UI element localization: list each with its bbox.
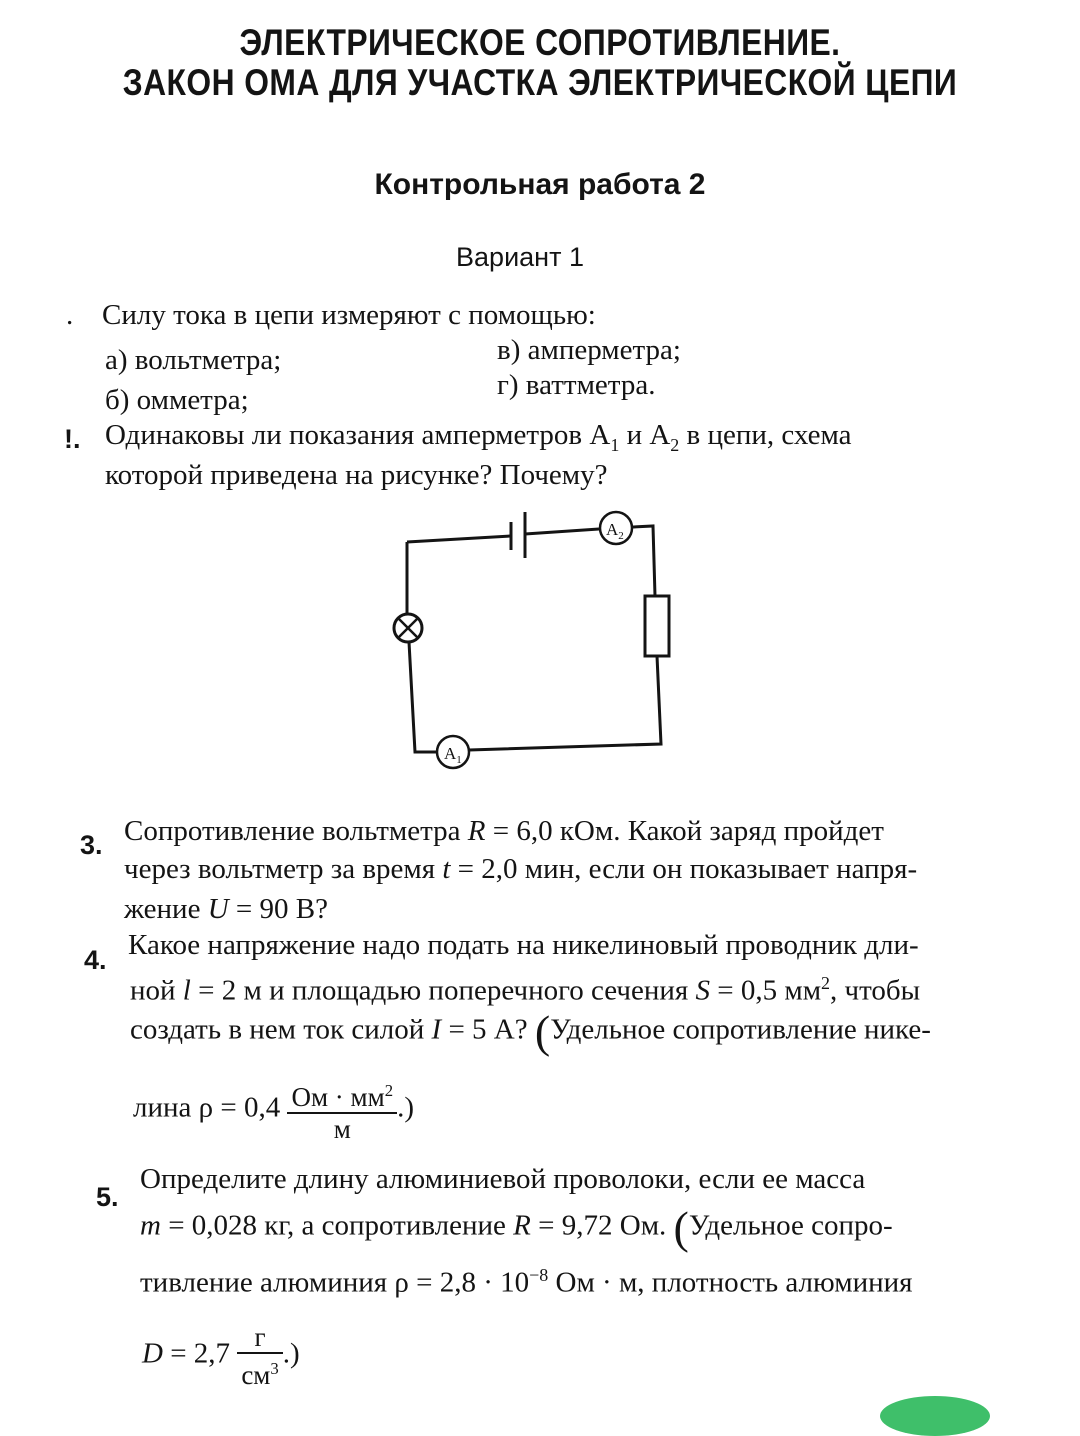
q4-units-fraction: $\frac{Ом \cdot мм^2}{м}$ [287, 1076, 397, 1144]
wire-top-left [407, 536, 511, 542]
q2-number: !. [64, 424, 81, 454]
circuit-diagram [385, 500, 685, 780]
q5-line2: m = 0,028 кг, а сопротивление R = 9,72 Ом. (Удельное сопро- [140, 1202, 893, 1253]
q3-number: 3. [80, 830, 103, 860]
floating-action-button[interactable] [880, 1396, 990, 1436]
q4-line2: ной l = 2 м и площадью поперечного сечения S = 0,5 $мм^2$, чтобы [130, 973, 921, 1007]
q1-option-g: г) ваттметра. [497, 369, 656, 401]
q4-number: 4. [84, 945, 107, 975]
chapter-title-line1: ЭЛЕКТРИЧЕСКОЕ СОПРОТИВЛЕНИЕ. [239, 22, 841, 63]
q4-line1: Какое напряжение надо подать на никелиновый проводник дли- [128, 929, 919, 961]
ammeter-a1-label: $A_1$ [444, 744, 462, 766]
wire-right-bottom [469, 656, 661, 750]
q1-option-a: а) вольтметра; [105, 344, 282, 376]
chapter-title-line2: ЗАКОН ОМА ДЛЯ УЧАСТКА ЭЛЕКТРИЧЕСКОЙ ЦЕПИ [122, 62, 958, 103]
q1-option-v: в) амперметра; [497, 334, 681, 366]
ammeter-a2-label: $A_2$ [606, 520, 624, 542]
q1-number: . [66, 299, 74, 331]
wire-bottom-left [409, 642, 437, 752]
wire-top-right [633, 526, 655, 596]
q1-option-b: б) омметра; [105, 384, 249, 416]
q5-line4: D = 2,7 $\frac{г}{см^3}$ .) [142, 1322, 300, 1390]
q4-line4: лина ρ = 0,4 $\frac{Ом \cdot мм^2}{м}$ .) [133, 1076, 414, 1144]
wire-top-mid [525, 529, 599, 534]
resistor [645, 596, 669, 656]
q1-text: Силу тока в цепи измеряют с помощью: [102, 299, 596, 331]
q2-line2: которой приведена на рисунке? Почему? [105, 459, 608, 491]
q2-line1: Одинаковы ли показания амперметров $A_1$ и $A_2$ в цепи, схема [105, 419, 852, 455]
q5-units-fraction: $\frac{г}{см^3}$ [237, 1322, 282, 1390]
q5-line1: Определите длину алюминиевой проволоки, если ее масса [140, 1163, 866, 1195]
q4-line3: создать в нем ток силой I = 5 А? (Удельное сопротивление нике- [130, 1006, 931, 1057]
test-title: Контрольная работа 2 [374, 168, 706, 201]
q3-line3: жение U = 90 В? [124, 893, 328, 925]
q3-line2: через вольтметр за время t = 2,0 мин, если он показывает напря- [124, 853, 918, 885]
q5-number: 5. [96, 1182, 119, 1212]
variant-label: Вариант 1 [456, 242, 584, 272]
q3-line1: Сопротивление вольтметра R = 6,0 кОм. Какой заряд пройдет [124, 815, 884, 847]
q5-line3: тивление алюминия $\rho = 2,8 \cdot 10^{-8}$ Ом · м, плотность алюминия [140, 1265, 913, 1299]
